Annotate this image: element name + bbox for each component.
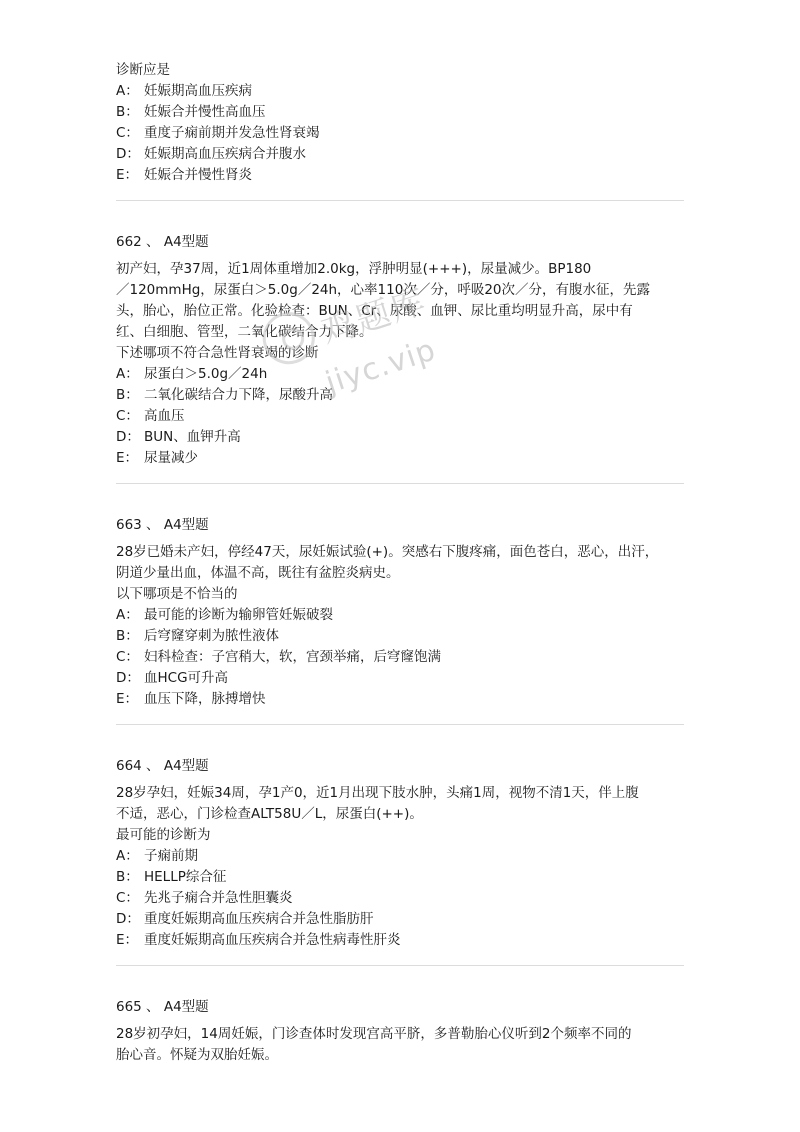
option-label: D： <box>116 429 140 445</box>
option-d[interactable] <box>116 144 684 165</box>
case-line: 胎心音。怀疑为双胎妊娠。 <box>116 1047 278 1063</box>
option-e[interactable] <box>116 165 684 186</box>
question-662 <box>116 232 684 469</box>
option-label: B： <box>116 104 139 120</box>
option-text: 血压下降，脉搏增快 <box>144 691 266 707</box>
option-e[interactable] <box>116 448 684 469</box>
option-text: 二氧化碳结合力下降，尿酸升高 <box>144 387 333 403</box>
option-a[interactable] <box>116 605 684 626</box>
question-stem: 下述哪项不符合急性肾衰竭的诊断 <box>116 345 319 361</box>
question-stem: 以下哪项是不恰当的 <box>116 586 238 602</box>
question-stem: 诊断应是 <box>116 62 170 78</box>
option-text: 最可能的诊断为输卵管妊娠破裂 <box>144 607 333 623</box>
question-header: 664 、 A4型题 <box>116 758 209 774</box>
option-label: B： <box>116 869 139 885</box>
option-label: B： <box>116 628 139 644</box>
case-line: 红、白细胞、管型，二氧化碳结合力下降。 <box>116 324 373 340</box>
option-a[interactable] <box>116 81 684 102</box>
option-label: A： <box>116 607 139 623</box>
option-text: 妊娠合并慢性高血压 <box>144 104 266 120</box>
case-line: ／120mmHg，尿蛋白＞5.0g／24h，心率110次／分，呼吸20次／分，有腹水征，先露 <box>116 282 651 298</box>
option-text: 妇科检查：子宫稍大，软，宫颈举痛，后穹窿饱满 <box>144 649 441 665</box>
section-divider <box>116 724 684 725</box>
option-text: 尿量减少 <box>144 450 198 466</box>
case-line: 阴道少量出血，体温不高，既往有盆腔炎病史。 <box>116 565 400 581</box>
case-line: 28岁初孕妇，14周妊娠，门诊查体时发现宫高平脐，多普勒胎心仪听到2个频率不同的 <box>116 1026 632 1042</box>
option-text: 重度妊娠期高血压疾病合并急性病毒性肝炎 <box>144 932 401 948</box>
option-text: 高血压 <box>144 408 185 424</box>
option-e[interactable] <box>116 689 684 710</box>
option-d[interactable] <box>116 909 684 930</box>
option-e[interactable] <box>116 930 684 951</box>
question-header: 663 、 A4型题 <box>116 517 209 533</box>
option-text: 尿蛋白＞5.0g／24h <box>144 366 268 382</box>
option-label: C： <box>116 649 139 665</box>
option-b[interactable] <box>116 385 684 406</box>
option-label: E： <box>116 691 139 707</box>
option-text: HELLP综合征 <box>144 869 227 885</box>
option-text: 先兆子痫合并急性胆囊炎 <box>144 890 293 906</box>
case-line: 28岁已婚未产妇，停经47天，尿妊娠试验(+)。突感右下腹疼痛，面色苍白，恶心，出汗， <box>116 544 659 560</box>
option-a[interactable] <box>116 846 684 867</box>
option-label: C： <box>116 125 139 141</box>
case-line: 头，胎心，胎位正常。化验检查：BUN、Cr、尿酸、血钾、尿比重均明显升高，尿中有 <box>116 303 633 319</box>
option-b[interactable] <box>116 102 684 123</box>
option-label: C： <box>116 890 139 906</box>
option-d[interactable] <box>116 427 684 448</box>
option-label: C： <box>116 408 139 424</box>
watermark-text: 鸡题库 <box>316 280 432 353</box>
question-header: 662 、 A4型题 <box>116 234 209 250</box>
option-text: 子痫前期 <box>144 848 198 864</box>
document-page <box>116 60 684 1066</box>
option-d[interactable] <box>116 668 684 689</box>
option-text: 血HCG可升高 <box>144 670 229 686</box>
option-label: D： <box>116 670 140 686</box>
option-label: A： <box>116 848 139 864</box>
option-label: B： <box>116 387 139 403</box>
option-label: E： <box>116 167 139 183</box>
option-c[interactable] <box>116 123 684 144</box>
question-header: 665 、 A4型题 <box>116 999 209 1015</box>
option-b[interactable] <box>116 626 684 647</box>
option-label: D： <box>116 911 140 927</box>
section-divider <box>116 200 684 201</box>
option-a[interactable] <box>116 364 684 385</box>
option-text: BUN、血钾升高 <box>144 429 241 445</box>
case-line: 初产妇，孕37周，近1周体重增加2.0kg，浮肿明显(+++)，尿量减少。BP180 <box>116 261 592 277</box>
option-text: 重度子痫前期并发急性肾衰竭 <box>144 125 320 141</box>
option-label: A： <box>116 83 139 99</box>
question-664 <box>116 756 684 951</box>
option-label: E： <box>116 450 139 466</box>
option-c[interactable] <box>116 888 684 909</box>
option-c[interactable] <box>116 406 684 427</box>
option-label: A： <box>116 366 139 382</box>
question-661 <box>116 60 684 186</box>
option-text: 妊娠期高血压疾病 <box>144 83 252 99</box>
option-text: 妊娠合并慢性肾炎 <box>144 167 252 183</box>
option-label: E： <box>116 932 139 948</box>
option-label: D： <box>116 146 140 162</box>
option-text: 后穹窿穿刺为脓性液体 <box>144 628 279 644</box>
option-c[interactable] <box>116 647 684 668</box>
question-stem: 最可能的诊断为 <box>116 827 211 843</box>
section-divider <box>116 483 684 484</box>
case-line: 28岁孕妇，妊娠34周，孕1产0，近1月出现下肢水肿，头痛1周，视物不清1天，伴上腹 <box>116 785 639 801</box>
option-text: 重度妊娠期高血压疾病合并急性脂肪肝 <box>144 911 374 927</box>
option-b[interactable] <box>116 867 684 888</box>
option-text: 妊娠期高血压疾病合并腹水 <box>144 146 306 162</box>
case-line: 不适，恶心，门诊检查ALT58U／L，尿蛋白(++)。 <box>116 806 423 822</box>
section-divider <box>116 965 684 966</box>
question-665 <box>116 997 684 1066</box>
watermark-url: jiyc.vip <box>321 332 441 401</box>
question-663 <box>116 515 684 710</box>
